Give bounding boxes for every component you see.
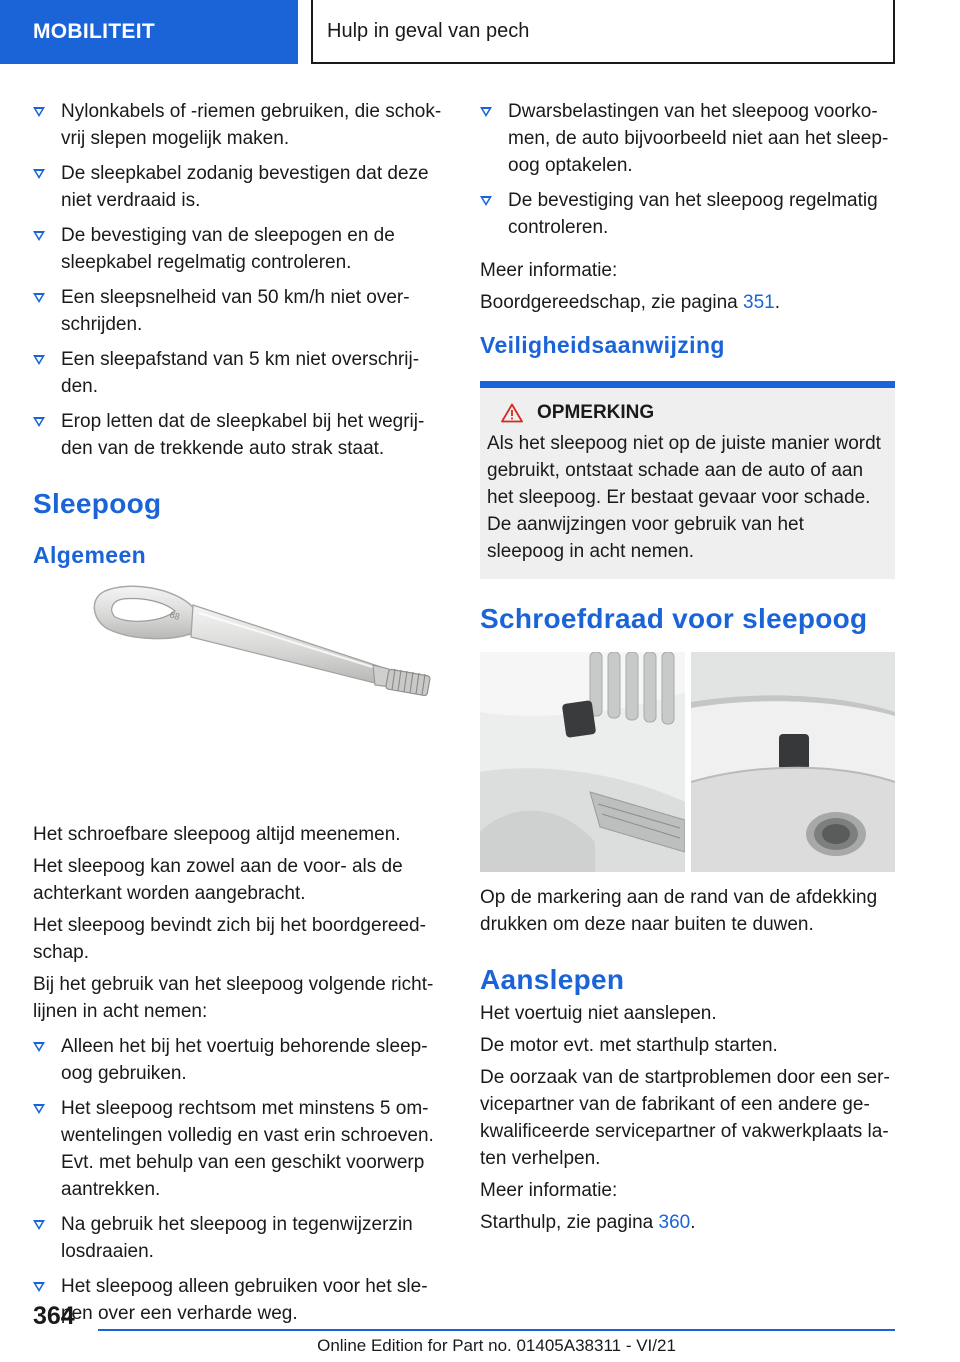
list-item: De bevestiging van het sleepoog regelmatig controleren. <box>480 187 895 241</box>
paragraph: Het schroefbare sleepoog altijd meenemen. <box>33 824 401 845</box>
rear-bumper-image <box>691 652 895 872</box>
bullet-list-right <box>480 98 895 241</box>
more-info-label: Meer informatie: <box>480 1180 618 1201</box>
cross-reference: Boordgereedschap, zie pagina 351. <box>480 292 781 313</box>
right-column-lower <box>480 884 895 1241</box>
edition-note: Online Edition for Part no. 01405A38311 - VI/21 <box>317 1336 676 1355</box>
chapter-title: Hulp in geval van pech <box>311 0 895 64</box>
front-bumper-image <box>480 652 685 872</box>
svg-text:88: 88 <box>168 609 181 622</box>
bullet-triangle-icon <box>480 107 492 117</box>
paragraph: Bij het gebruik van het sleepoog volgende richtlijnen in acht nemen: <box>33 974 434 1022</box>
list-item: De bevestiging van de sleepogen en de sleepkabel regelmatig controleren. <box>33 222 443 276</box>
cross-reference: Starthulp, zie pagina 360. <box>480 1212 696 1233</box>
front-bumper-photo <box>480 652 685 872</box>
heading-aanslepen: Aanslepen <box>480 964 625 995</box>
bullet-triangle-icon <box>33 417 45 427</box>
bullet-triangle-icon <box>480 196 492 206</box>
notice-box <box>480 381 895 579</box>
bullet-triangle-icon <box>33 1282 45 1292</box>
bullet-triangle-icon <box>33 355 45 365</box>
list-item: Het sleepoog rechtsom met minstens 5 omwentelingen volledig en vast erin schroeven. Evt. met behulp van een geschikt voorwerp aantrekken. <box>33 1095 443 1203</box>
bullet-triangle-icon <box>33 169 45 179</box>
bullet-triangle-icon <box>33 231 45 241</box>
list-item: Nylonkabels of -riemen gebruiken, die schokvrij slepen mogelijk maken. <box>33 98 443 152</box>
list-item: Erop letten dat de sleepkabel bij het wegrijden van de trekkende auto strak staat. <box>33 408 443 462</box>
list-item: Een sleepsnelheid van 50 km/h niet overschrijden. <box>33 284 443 338</box>
bullet-triangle-icon <box>33 107 45 117</box>
bullet-list-bottom <box>33 1033 443 1327</box>
bullet-list-top <box>33 98 443 462</box>
list-item: Het sleepoog alleen gebruiken voor het slepen over een verharde weg. <box>33 1273 443 1327</box>
tow-eye-image <box>33 569 443 819</box>
heading-schroefdraad: Schroefdraad voor sleepoog <box>480 603 868 634</box>
bullet-triangle-icon <box>33 1042 45 1052</box>
paragraph: Het sleepoog kan zowel aan de voor- als de achterkant worden aangebracht. <box>33 856 403 904</box>
notice-title: OPMERKING <box>487 402 885 424</box>
page-link-360[interactable]: 360 <box>658 1212 691 1233</box>
bullet-triangle-icon <box>33 293 45 303</box>
rear-bumper-photo <box>691 652 895 872</box>
paragraph: Het sleepoog bevindt zich bij het boordgereedschap. <box>33 915 426 963</box>
paragraph: Op de markering aan de rand van de afdekking drukken om deze naar buiten te duwen. <box>480 887 878 935</box>
page-link-351[interactable]: 351 <box>743 292 775 313</box>
page-number: 364 <box>33 1302 75 1330</box>
paragraph: De motor evt. met starthulp starten. <box>480 1035 778 1056</box>
paragraph: De oorzaak van de startproblemen door een servicepartner van de fabrikant of een andere gekwalificeerde servicepartner of vakwerkplaats laten verhelpen. <box>480 1067 890 1169</box>
notice-body: Als het sleepoog niet op de juiste manier wordt gebruikt, ontstaat schade aan de auto of aan het sleepoog. Er bestaat gevaar voor schade. De aanwijzingen voor gebruik van het sleepoog in acht nemen. <box>487 433 881 562</box>
heading-veiligheidsaanwijzing: Veiligheidsaanwijzing <box>480 332 725 358</box>
warning-triangle-icon <box>501 403 523 423</box>
bullet-triangle-icon <box>33 1220 45 1230</box>
list-item: De sleepkabel zodanig bevestigen dat deze niet verdraaid is. <box>33 160 443 214</box>
bullet-triangle-icon <box>33 1104 45 1114</box>
left-column <box>33 98 443 1335</box>
list-item: Na gebruik het sleepoog in tegenwijzerzin losdraaien. <box>33 1211 443 1265</box>
right-column <box>480 98 895 635</box>
list-item: Alleen het bij het voertuig behorende sleepoog gebruiken. <box>33 1033 443 1087</box>
tow-eye-illustration <box>33 569 443 819</box>
list-item: Dwarsbelastingen van het sleepoog voorkomen, de auto bijvoorbeeld niet aan het sleepoog optakelen. <box>480 98 895 179</box>
heading-algemeen: Algemeen <box>33 542 147 568</box>
heading-sleepoog: Sleepoog <box>33 488 162 519</box>
section-tab: MOBILITEIT <box>0 0 298 64</box>
footer-divider <box>98 1329 895 1331</box>
more-info-label: Meer informatie: <box>480 260 618 281</box>
paragraph: Het voertuig niet aanslepen. <box>480 1003 717 1024</box>
list-item: Een sleepafstand van 5 km niet overschrijden. <box>33 346 443 400</box>
